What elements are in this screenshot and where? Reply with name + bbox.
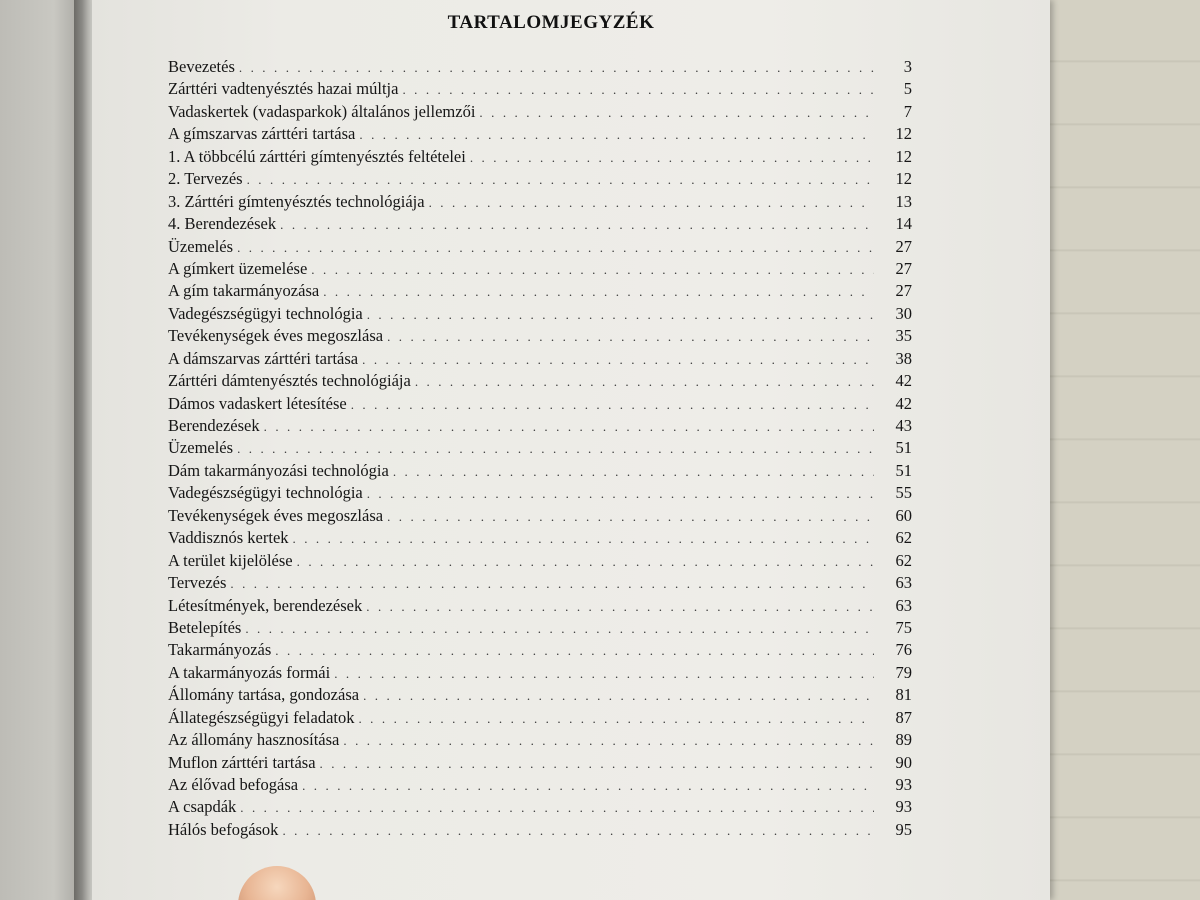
toc-entry-title: Az állomány hasznosítása (168, 730, 340, 750)
toc-entry-page-number: 62 (895, 528, 912, 548)
toc-entry (168, 639, 912, 661)
toc-entry (168, 482, 912, 504)
toc-entry (168, 752, 912, 774)
toc-entry-page-number: 12 (895, 169, 912, 189)
page-title: TARTALOMJEGYZÉK (447, 12, 655, 33)
dot-leader (311, 259, 874, 281)
toc-entry (168, 774, 912, 796)
dot-leader (237, 237, 874, 259)
toc-entry (168, 550, 912, 572)
toc-entry (168, 168, 912, 190)
toc-entry (168, 123, 912, 145)
toc-entry-title: Állomány tartása, gondozása (168, 685, 360, 705)
toc-entry (168, 460, 912, 482)
dot-leader (429, 192, 874, 214)
toc-entry-title: A gímkert üzemelése (168, 258, 308, 278)
toc-entry-title: A gímszarvas zárttéri tartása (168, 124, 356, 144)
toc-entry-page-number: 93 (895, 797, 912, 817)
dot-leader (230, 573, 874, 595)
toc-entry-page-number: 12 (895, 146, 912, 166)
dot-leader (247, 169, 874, 191)
dot-leader (479, 102, 874, 124)
toc-entry-page-number: 3 (903, 57, 912, 76)
toc-entry (168, 437, 912, 459)
toc-entry-title: Állategészségügyi feladatok (168, 707, 355, 727)
toc-entry (168, 505, 912, 527)
toc-entry (168, 393, 912, 415)
toc-entry-title: Üzemelés (168, 438, 234, 458)
dot-leader (367, 483, 874, 505)
dot-leader (358, 708, 874, 730)
toc-entry-title: A takarmányozás formái (168, 662, 331, 682)
toc-entry-title: Dám takarmányozási technológia (168, 460, 389, 480)
toc-entry-page-number: 38 (895, 348, 912, 368)
dot-leader (415, 371, 874, 393)
dot-leader (240, 797, 874, 819)
toc-entry (168, 729, 912, 751)
toc-entry-title: Bevezetés (168, 57, 235, 76)
toc-entry (168, 280, 912, 302)
toc-entry-page-number: 81 (895, 685, 912, 705)
toc-entry-page-number: 62 (895, 550, 912, 570)
toc-entry-title: Tevékenységek éves megoszlása (168, 326, 384, 346)
toc-entry-page-number: 55 (895, 483, 912, 503)
dot-leader (302, 775, 874, 797)
dot-leader (320, 753, 874, 775)
toc-entry-page-number: 95 (895, 819, 912, 839)
toc-entry-page-number: 93 (895, 775, 912, 794)
toc-entry (168, 684, 912, 706)
dot-leader (359, 124, 874, 146)
toc-entry (168, 796, 912, 818)
dot-leader (393, 461, 874, 483)
toc-entry-title: Dámos vadaskert létesítése (168, 393, 347, 413)
dot-leader (387, 506, 874, 528)
toc-entry-title: Hálós befogások (168, 819, 279, 839)
toc-entry-title: Létesítmények, berendezések (168, 595, 363, 615)
toc-entry (168, 56, 912, 78)
dot-leader (366, 596, 874, 618)
toc-entry (168, 527, 912, 549)
toc-entry (168, 819, 912, 841)
toc-entry-page-number: 43 (895, 416, 912, 435)
dot-leader (275, 640, 874, 662)
toc-entry-page-number: 12 (895, 124, 912, 144)
toc-entry (168, 78, 912, 100)
toc-entry (168, 348, 912, 370)
toc-entry (168, 662, 912, 684)
toc-entry-title: Vadaskertek (vadasparkok) általános jellemzői (168, 101, 476, 121)
dot-leader (282, 820, 874, 842)
toc-entry-title: Vadegészségügyi technológia (168, 483, 363, 503)
toc-entry (168, 191, 912, 213)
toc-entry-page-number: 89 (895, 730, 912, 750)
toc-entry (168, 617, 912, 639)
toc-entry-title: Az élővad befogása (168, 775, 299, 794)
toc-entry-title: A gím takarmányozása (168, 281, 320, 301)
toc-entry-page-number: 63 (895, 573, 912, 593)
toc-entry-title: 4. Berendezések (168, 214, 277, 234)
toc-entry (168, 101, 912, 123)
dot-leader (264, 416, 874, 438)
toc-entry-page-number: 14 (895, 214, 912, 234)
toc-entry-page-number: 27 (895, 281, 912, 301)
toc-entry (168, 325, 912, 347)
toc-entry-page-number: 79 (895, 662, 912, 682)
toc-entry (168, 415, 912, 437)
dot-leader (362, 349, 874, 371)
dot-leader (239, 57, 874, 79)
toc-entry (168, 236, 912, 258)
dot-leader (293, 528, 874, 550)
toc-entry-title: Berendezések (168, 416, 260, 435)
book-gutter (74, 0, 94, 900)
toc-entry-page-number: 87 (895, 707, 912, 727)
dot-leader (363, 685, 874, 707)
toc-entry-title: 3. Zárttéri gímtenyésztés technológiája (168, 191, 425, 211)
toc-entry-title: 2. Tervezés (168, 169, 243, 189)
dot-leader (334, 663, 874, 685)
toc-entry-page-number: 42 (895, 371, 912, 391)
toc-entry-title: Muflon zárttéri tartása (168, 752, 316, 772)
dot-leader (245, 618, 874, 640)
toc-entry (168, 595, 912, 617)
toc-entry-page-number: 75 (895, 617, 912, 637)
toc-entry-page-number: 27 (895, 236, 912, 256)
toc-entry (168, 213, 912, 235)
toc-entry-title: Tevékenységek éves megoszlása (168, 505, 384, 525)
dot-leader (367, 304, 874, 326)
toc-entry-page-number: 30 (895, 303, 912, 323)
toc-entry-title: 1. A többcélú zárttéri gímtenyésztés feltételei (168, 146, 466, 166)
toc-entry-title: A terület kijelölése (168, 550, 293, 570)
toc-entry (168, 707, 912, 729)
toc-entry (168, 258, 912, 280)
toc-entry (168, 146, 912, 168)
toc-entry-page-number: 51 (895, 460, 912, 480)
dot-leader (387, 326, 874, 348)
toc-entry-title: Vadegészségügyi technológia (168, 303, 363, 323)
toc-entry-title: Takarmányozás (168, 640, 272, 660)
toc-entry-page-number: 42 (895, 393, 912, 413)
dot-leader (470, 147, 874, 169)
toc-entry-title: A csapdák (168, 797, 237, 817)
toc-entry-page-number: 60 (895, 505, 912, 525)
dot-leader (237, 438, 874, 460)
toc-entry-title: Betelepítés (168, 617, 242, 637)
toc-entry-title: Üzemelés (168, 236, 234, 256)
toc-entry-page-number: 35 (895, 326, 912, 346)
toc-entry-page-number: 90 (895, 752, 912, 772)
dot-leader (402, 79, 874, 101)
toc-entry-page-number: 51 (895, 438, 912, 458)
dot-leader (297, 551, 874, 573)
toc-entry-page-number: 63 (895, 595, 912, 615)
toc-entry-page-number: 13 (895, 191, 912, 211)
toc-entry-title: Tervezés (168, 573, 227, 593)
table-of-contents (168, 56, 912, 841)
toc-entry-page-number: 27 (895, 258, 912, 278)
book-page (92, 0, 1050, 900)
toc-entry-title: A dámszarvas zárttéri tartása (168, 348, 359, 368)
toc-entry (168, 370, 912, 392)
dot-leader (343, 730, 874, 752)
dot-leader (351, 394, 874, 416)
toc-entry-title: Vaddisznós kertek (168, 528, 289, 548)
background-wall (1040, 0, 1200, 900)
dot-leader (280, 214, 874, 236)
toc-entry (168, 303, 912, 325)
toc-entry-page-number: 7 (903, 101, 912, 121)
toc-entry (168, 572, 912, 594)
toc-entry-page-number: 5 (903, 79, 912, 99)
toc-entry-title: Zárttéri vadtenyésztés hazai múltja (168, 79, 399, 99)
toc-entry-title: Zárttéri dámtenyésztés technológiája (168, 371, 411, 391)
toc-entry-page-number: 76 (895, 640, 912, 660)
dot-leader (323, 281, 874, 303)
